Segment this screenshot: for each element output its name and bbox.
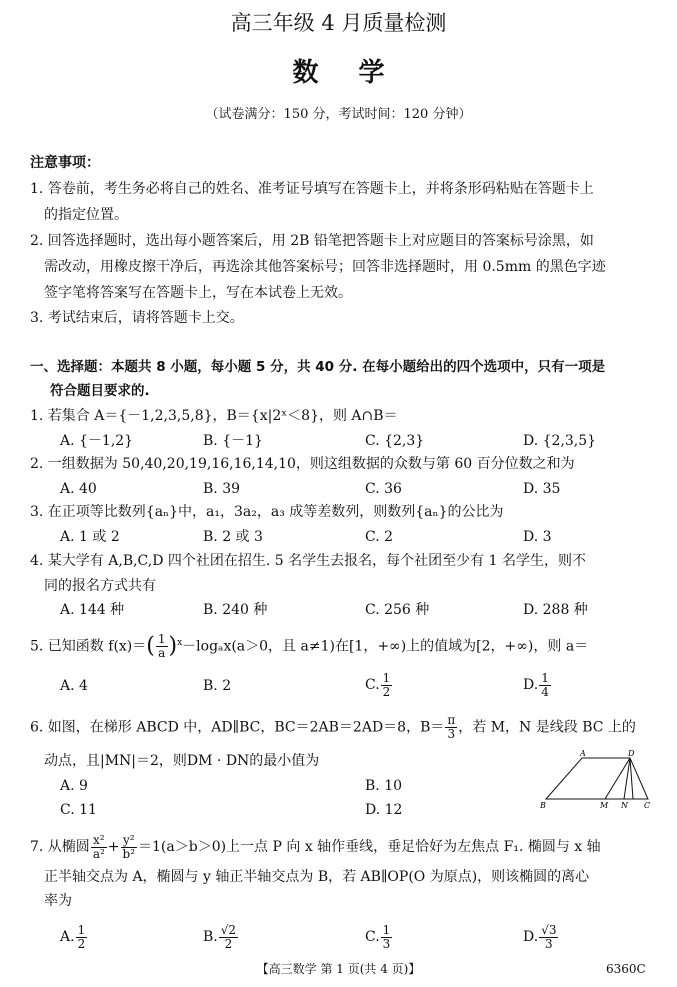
question-stem: 1. 若集合 A＝{－1,2,3,5,8}，B＝{x|2ˣ＜8}，则 A∩B＝ xyxy=(30,408,398,424)
paper-code: 6360C xyxy=(606,962,646,976)
option-b: B. 240 种 xyxy=(203,602,268,618)
notice-heading: 注意事项： xyxy=(30,155,100,171)
option-d: D. 12 xyxy=(365,802,403,818)
option-d: D. $\frac{√3}{3}$ xyxy=(523,922,557,951)
exam-title: 高三年级 4 月质量检测 xyxy=(230,11,447,35)
option-d: D. {2,3,5} xyxy=(523,433,597,449)
stem-text: 5. 已知函数 f(x)＝ xyxy=(30,638,147,655)
option-a: A. 4 xyxy=(60,678,88,694)
option-d: D. 3 xyxy=(523,529,552,545)
option-a: A. {－1,2} xyxy=(60,433,134,449)
question-stem: 7. 从椭圆 $\frac{\text{x²}}{\text{a²}}$ + $\frac{\text{y²}}{\text{b²}}$ ＝1(a＞b＞0)上一点 P 向 x 轴作垂线，垂足恰好为左焦点 F₁. 椭圆与 x 轴 xyxy=(30,832,601,861)
option-b: B. 10 xyxy=(365,778,403,794)
section-heading: 一、选择题：本题共 8 小题，每小题 5 分，共 40 分. 在每小题给出的四个选项中，只有一项是 xyxy=(30,359,606,375)
option-a: A. 144 种 xyxy=(60,602,125,618)
option-c: C. {2,3} xyxy=(365,433,425,449)
option-b: B. 2 xyxy=(203,678,232,694)
question-stem-cont: 率为 xyxy=(44,893,72,909)
question-stem: 2. 一组数据为 50,40,20,19,16,16,14,10，则这组数据的众数与第 60 百分位数之和为 xyxy=(30,456,575,472)
exponent: x xyxy=(177,638,183,648)
notice-line: 签字笔将答案写在答题卡上，写在本试卷上无效。 xyxy=(44,285,352,301)
option-b: B. 39 xyxy=(203,481,241,497)
option-a: A. $\frac{1}{2}$ xyxy=(60,922,86,951)
subject-title: 数学 xyxy=(292,58,425,88)
option-c: C. $\frac{1}{3}$ xyxy=(365,922,391,951)
question-stem: 4. 某大学有 A,B,C,D 四个社团在招生. 5 名学生去报名，每个社团至少有 1 名学生，则不 xyxy=(30,553,586,569)
segment-dn xyxy=(624,758,630,799)
question-stem-cont: 动点，且|MN|＝2，则DM · DN的最小值为 xyxy=(44,753,320,769)
question-stem-cont: 正半轴交点为 A，椭圆与 y 轴正半轴交点为 B，若 AB∥OP(O 为原点)，则该椭圆的离心 xyxy=(44,869,590,885)
option-b: B. {－1} xyxy=(203,433,263,449)
label-b: B xyxy=(540,801,546,810)
label-m: M xyxy=(600,801,609,810)
option-b: B. 2 或 3 xyxy=(203,529,263,545)
label-a: A xyxy=(580,749,586,758)
notice-line: 1. 答卷前，考生务必将自己的姓名、准考证号填写在答题卡上，并将条形码粘贴在答题卡上 xyxy=(30,181,594,197)
option-c: C. 36 xyxy=(365,481,402,497)
question-stem: 5. 已知函数 f(x)＝( $\frac{1}{a}$ )$^x$－logₐx(a＞0，且 a≠1)在[1，+∞)上的值域为[2，+∞)，则 a＝ xyxy=(30,632,589,661)
stem-text: －logₐx(a＞0，且 a≠1)在[1，+∞)上的值域为[2，+∞)，则 a＝ xyxy=(182,638,589,655)
exam-info: （试卷满分：150 分，考试时间：120 分钟） xyxy=(205,107,472,122)
option-b: B. $\frac{√2}{2}$ xyxy=(203,922,237,951)
notice-line: 2. 回答选择题时，选出每小题答案后，用 2B 铅笔把答题卡上对应题目的答案标号涂黑，如 xyxy=(30,233,594,249)
label-c: C xyxy=(644,801,651,810)
option-d: D. 288 种 xyxy=(523,602,588,618)
option-c: C. $\frac{1}{2}$ xyxy=(365,670,391,699)
segment-dm xyxy=(605,758,630,799)
option-d: D. 35 xyxy=(523,481,561,497)
section-heading-cont: 符合题目要求的. xyxy=(50,383,150,399)
trapezoid-figure xyxy=(536,751,656,809)
option-c: C. 11 xyxy=(60,802,97,818)
option-c: C. 2 xyxy=(365,529,394,545)
label-n: N xyxy=(621,801,628,810)
notice-line: 需改动，用橡皮擦干净后，再选涂其他答案标号；回答非选择题时，用 0.5mm 的黑色字迹 xyxy=(44,259,606,275)
option-d: D. $\frac{1}{4}$ xyxy=(523,670,549,699)
notice-line: 的指定位置。 xyxy=(44,207,128,223)
question-stem: 3. 在正项等比数列{aₙ}中，a₁，3a₂，a₃ 成等差数列，则数列{aₙ}的公比为 xyxy=(30,504,504,520)
fraction: $\frac{1}{a}$ xyxy=(157,632,166,661)
option-a: A. 40 xyxy=(60,481,97,497)
question-stem-cont: 同的报名方式共有 xyxy=(44,578,156,594)
question-stem: 6. 如图，在梯形 ABCD 中，AD∥BC，BC＝2AB＝2AD＝8，B＝ $\frac{\pi}{3}$ ，若 M，N 是线段 BC 上的 xyxy=(30,713,636,741)
option-a: A. 9 xyxy=(60,778,88,794)
option-a: A. 1 或 2 xyxy=(60,529,120,545)
page-footer: 【高三数学 第 1 页(共 4 页)】 xyxy=(256,962,421,976)
label-d: D xyxy=(628,749,635,758)
notice-line: 3. 考试结束后，请将答题卡上交。 xyxy=(30,310,244,326)
option-c: C. 256 种 xyxy=(365,602,430,618)
